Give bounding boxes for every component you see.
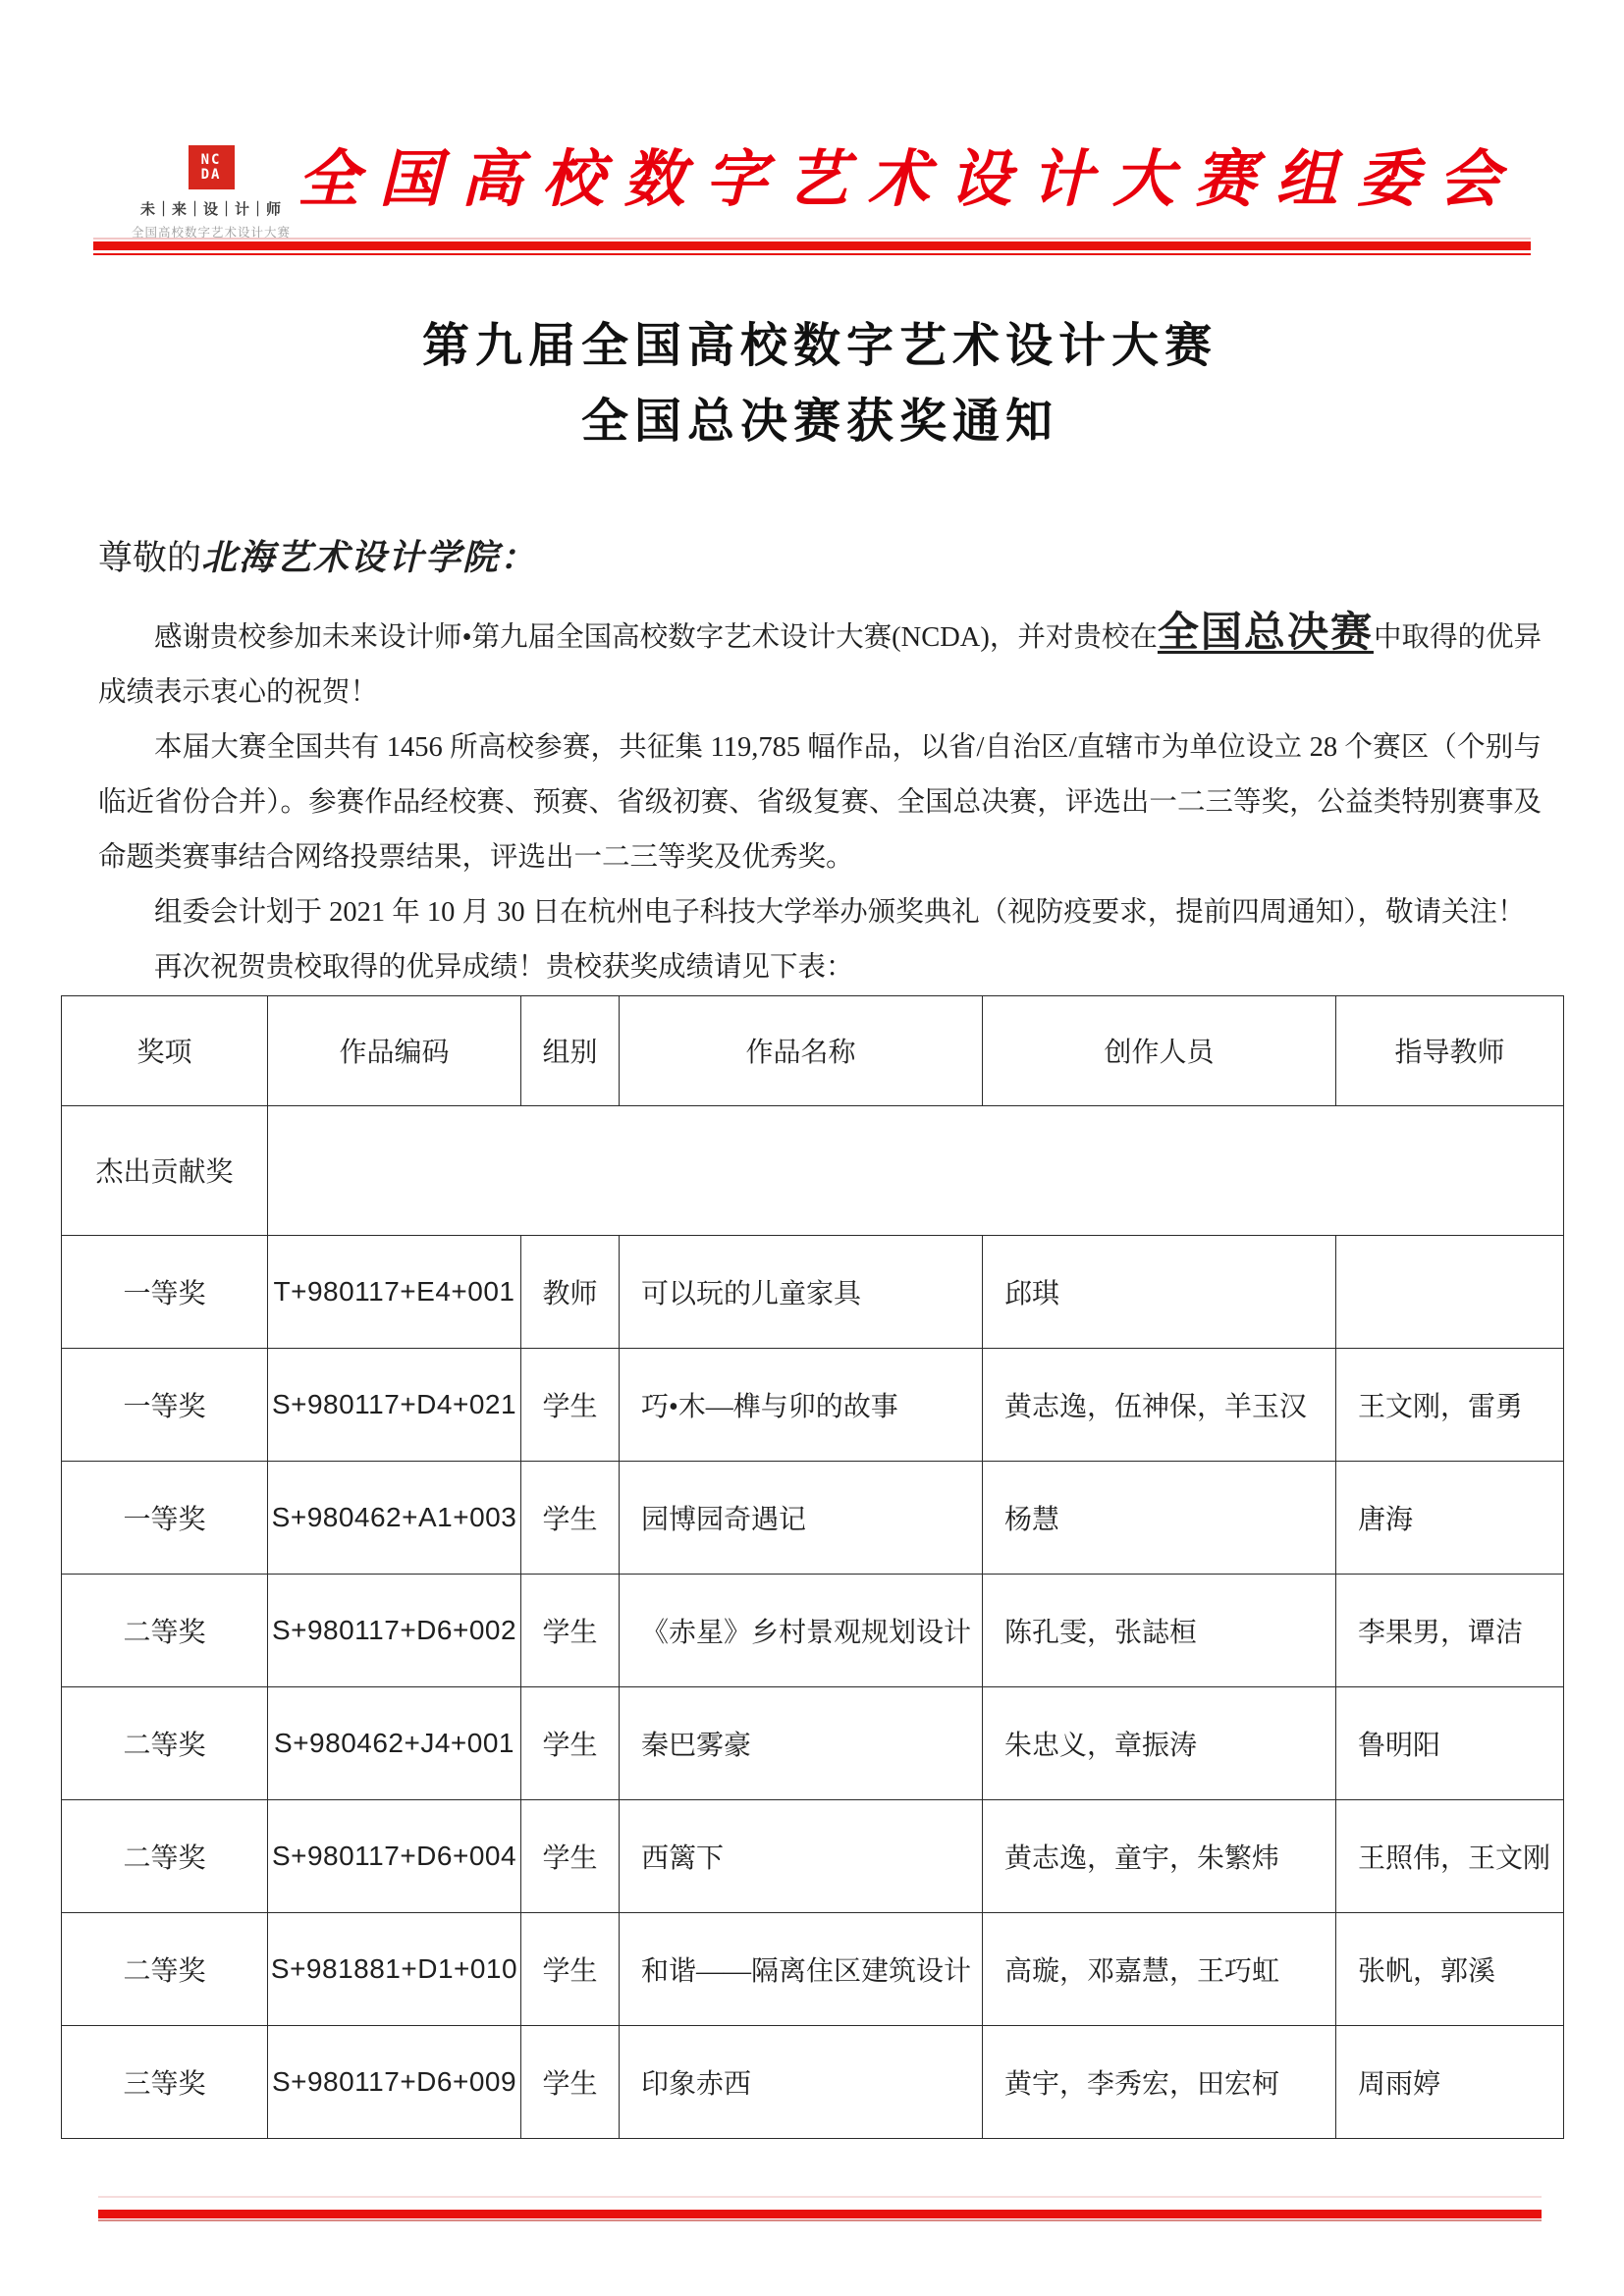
creators-cell: 邱琪 <box>983 1235 1336 1348</box>
section-row <box>62 1105 1564 1235</box>
logo-letters-top: NC <box>200 151 222 168</box>
award-level-cell: 一等奖 <box>62 1348 268 1461</box>
creators-cell: 朱忠义，章振涛 <box>983 1686 1336 1799</box>
award-level-cell: 二等奖 <box>62 1912 268 2025</box>
header-rule-thick <box>93 241 1531 250</box>
award-level-cell: 二等奖 <box>62 1574 268 1686</box>
footer-rule-thin <box>98 2219 1542 2221</box>
work-title-cell: 秦巴雾豪 <box>620 1686 983 1799</box>
work-title-cell: 印象赤西 <box>620 2025 983 2138</box>
salutation <box>98 533 1542 582</box>
paragraph-ceremony-plan: 组委会计划于 2021 年 10 月 30 日在杭州电子科技大学举办颁奖典礼（视防疫要求，提前四周通知），敬请关注！ <box>154 896 1526 928</box>
table-header-row <box>62 995 1564 1105</box>
group-cell: 学生 <box>521 2025 620 2138</box>
paragraph-thanks-text: 感谢贵校参加未来设计师•第九届全国高校数字艺术设计大赛(NCDA)，并对贵校在 <box>154 621 1158 653</box>
column-header: 组别 <box>521 995 620 1105</box>
creators-cell: 黄志逸，伍神保，羊玉汉 <box>983 1348 1336 1461</box>
work-title-cell: 可以玩的儿童家具 <box>620 1235 983 1348</box>
group-cell: 学生 <box>521 1686 620 1799</box>
column-header: 指导教师 <box>1336 995 1564 1105</box>
finals-highlight: 全国总决赛 <box>1157 610 1374 656</box>
header-rule-faint <box>93 238 1531 240</box>
advisors-cell: 王文刚，雷勇 <box>1336 1348 1564 1461</box>
work-code-cell: S+980117+D6+004 <box>268 1799 521 1912</box>
creators-cell: 黄志逸，童宇，朱繁炜 <box>983 1799 1336 1912</box>
advisors-cell: 周雨婷 <box>1336 2025 1564 2138</box>
footer-rules <box>98 2196 1542 2221</box>
creators-cell: 高璇，邓嘉慧，王巧虹 <box>983 1912 1336 2025</box>
paragraph-thanks <box>98 606 1542 721</box>
column-header: 作品编码 <box>268 995 521 1105</box>
award-row <box>62 2025 1564 2138</box>
awards-table-body <box>62 1105 1564 2138</box>
work-title-cell: 西篱下 <box>620 1799 983 1912</box>
section-label-cell: 杰出贡献奖 <box>62 1105 268 1235</box>
creators-cell: 黄宇，李秀宏，田宏柯 <box>983 2025 1336 2138</box>
group-cell: 教师 <box>521 1235 620 1348</box>
creators-cell: 杨慧 <box>983 1461 1336 1574</box>
advisors-cell: 唐海 <box>1336 1461 1564 1574</box>
work-title-cell: 巧•木—榫与卯的故事 <box>620 1348 983 1461</box>
award-level-cell: 三等奖 <box>62 2025 268 2138</box>
paragraph-congrats-table-intro: 再次祝贺贵校取得的优异成绩！贵校获奖成绩请见下表： <box>154 951 854 983</box>
creators-cell: 陈孔雯，张誌桓 <box>983 1574 1336 1686</box>
work-code-cell: S+980462+A1+003 <box>268 1461 521 1574</box>
award-row <box>62 1235 1564 1348</box>
column-header: 奖项 <box>62 995 268 1105</box>
work-code-cell: S+980117+D6+009 <box>268 2025 521 2138</box>
document-title <box>98 309 1542 460</box>
work-code-cell: S+980117+D6+002 <box>268 1574 521 1686</box>
work-title-cell: 园博园奇遇记 <box>620 1461 983 1574</box>
award-level-cell: 二等奖 <box>62 1686 268 1799</box>
group-cell: 学生 <box>521 1348 620 1461</box>
logo-tagline: 未｜来｜设｜计｜师 <box>140 201 283 218</box>
document-title-line2: 全国总决赛获奖通知 <box>580 395 1058 448</box>
work-title-cell: 和谐——隔离住区建筑设计 <box>620 1912 983 2025</box>
work-code-cell: S+980462+J4+001 <box>268 1686 521 1799</box>
award-row <box>62 1574 1564 1686</box>
column-header: 作品名称 <box>620 995 983 1105</box>
group-cell: 学生 <box>521 1461 620 1574</box>
logo-subtitle: 全国高校数字艺术设计大赛 <box>132 226 292 240</box>
footer-rule-gap <box>98 2198 1542 2210</box>
award-row <box>62 1461 1564 1574</box>
award-level-cell: 二等奖 <box>62 1799 268 1912</box>
group-cell: 学生 <box>521 1799 620 1912</box>
paragraph-thanks-tail: 中取得的优异成绩表示衷心的祝贺！ <box>98 621 1542 708</box>
award-row <box>62 1348 1564 1461</box>
work-code-cell: T+980117+E4+001 <box>268 1235 521 1348</box>
award-row <box>62 1686 1564 1799</box>
section-empty-cell <box>268 1105 1564 1235</box>
paragraph-competition-stats: 本届大赛全国共有 1456 所高校参赛，共征集 119,785 幅作品，以省/自治区/直辖市为单位设立 28 个赛区（个别与临近省份合并）。参赛作品经校赛、预赛、省级初赛、省级复赛、全国总决赛，评选出一二三等奖，公益类特别赛事及命题类赛事结合网络投票结果，评选出一二三等奖及优秀奖。 <box>98 731 1542 873</box>
ncda-logo-icon <box>189 145 235 189</box>
award-level-cell: 一等奖 <box>62 1461 268 1574</box>
award-level-cell: 一等奖 <box>62 1235 268 1348</box>
salutation-colon: ： <box>500 537 538 577</box>
footer-rule-thick <box>98 2210 1542 2218</box>
letter-body <box>98 533 1542 995</box>
school-name: 北海艺术设计学院 <box>201 537 501 577</box>
salutation-prefix: 尊敬的 <box>98 538 202 577</box>
header-rule-thin <box>93 253 1531 255</box>
column-header: 创作人员 <box>983 995 1336 1105</box>
advisors-cell: 王照伟，王文刚 <box>1336 1799 1564 1912</box>
awards-table <box>61 995 1564 2139</box>
award-row <box>62 1912 1564 2025</box>
logo-letters-bottom: DA <box>200 166 222 183</box>
document-title-line1: 第九届全国高校数字艺术设计大赛 <box>421 320 1218 372</box>
work-code-cell: S+981881+D1+010 <box>268 1912 521 2025</box>
advisors-cell: 鲁明阳 <box>1336 1686 1564 1799</box>
work-code-cell: S+980117+D4+021 <box>268 1348 521 1461</box>
advisors-cell <box>1336 1235 1564 1348</box>
advisors-cell: 李果男，谭洁 <box>1336 1574 1564 1686</box>
group-cell: 学生 <box>521 1574 620 1686</box>
awards-table-head <box>62 995 1564 1105</box>
advisors-cell: 张帆，郭溪 <box>1336 1912 1564 2025</box>
work-title-cell: 《赤星》乡村景观规划设计 <box>620 1574 983 1686</box>
org-header <box>93 145 1531 240</box>
ncda-logo <box>132 145 292 240</box>
award-row <box>62 1799 1564 1912</box>
group-cell: 学生 <box>521 1912 620 2025</box>
org-title: 全国高校数字艺术设计大赛组委会 <box>298 145 1520 214</box>
